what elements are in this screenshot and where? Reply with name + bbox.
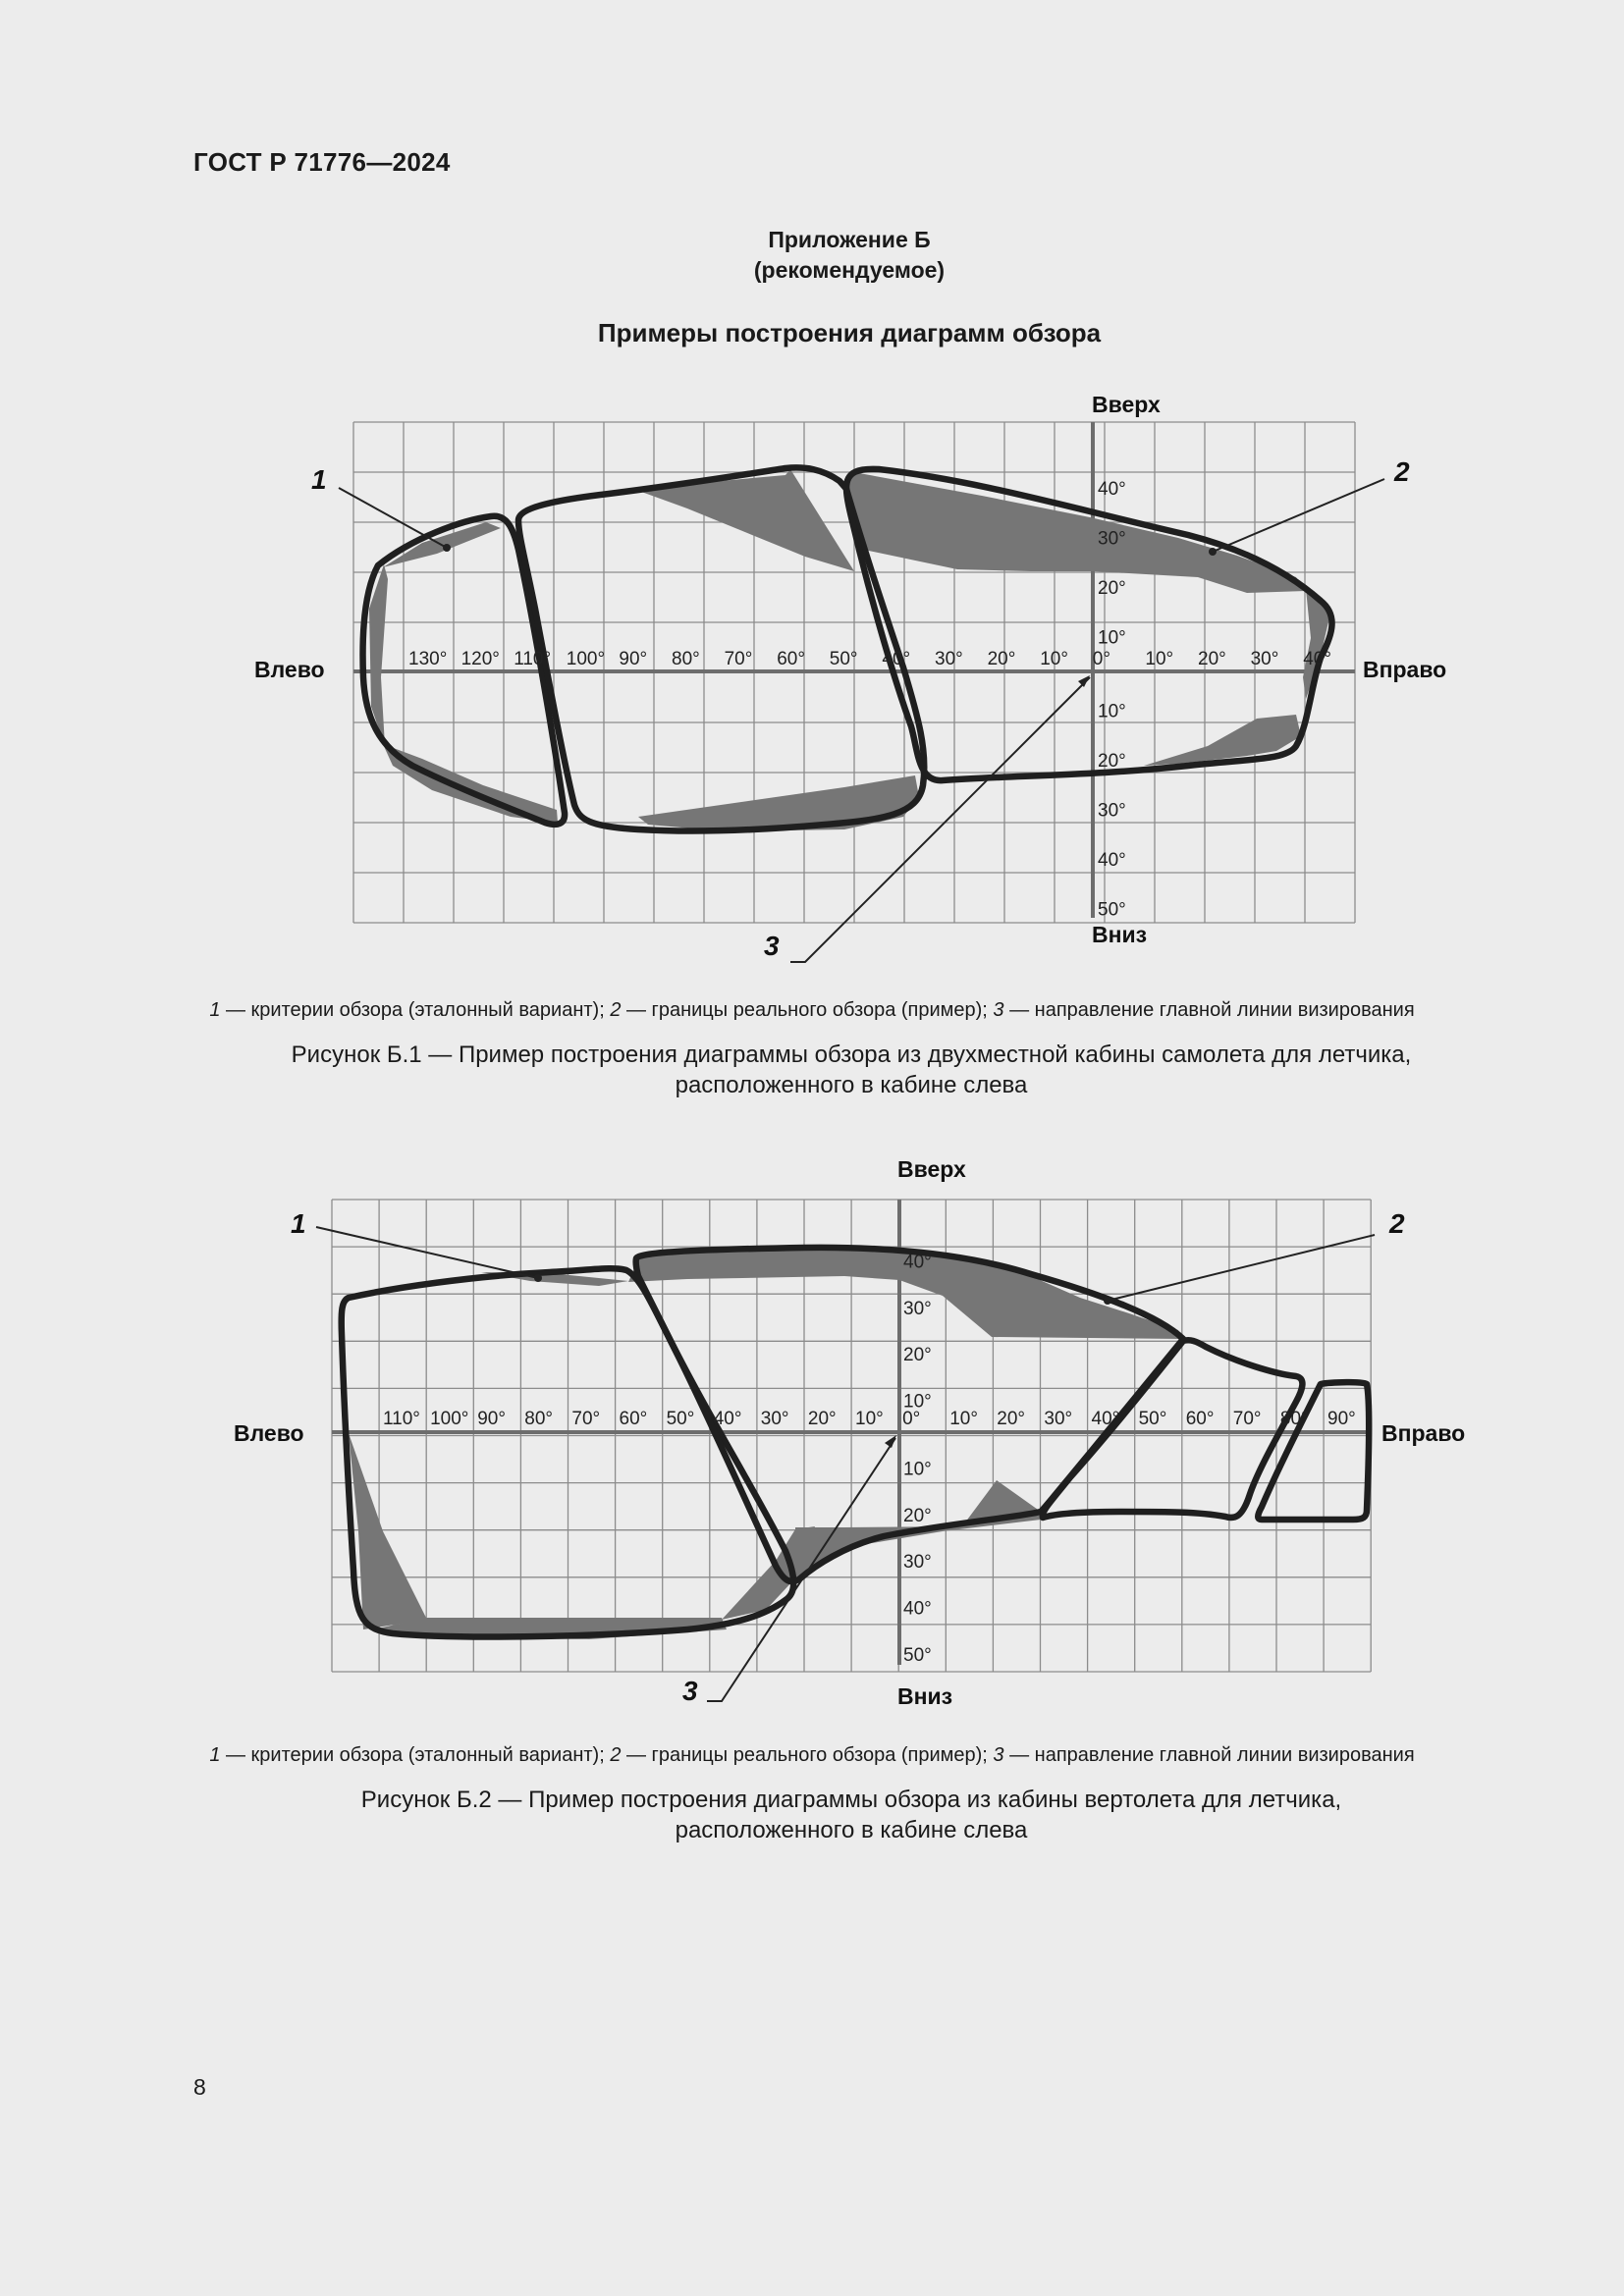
figure-1-callout-2: 2	[1394, 456, 1410, 487]
figure-2-h-tick: 60°	[619, 1409, 648, 1429]
figure-2-h-tick: 110°	[383, 1409, 420, 1429]
figure-1-label-down: Вниз	[1092, 922, 1148, 947]
figure-2-callout-3: 3	[682, 1676, 698, 1706]
figure-1-h-tick: 50°	[829, 649, 858, 669]
figure-1-h-tick: 60°	[777, 649, 805, 669]
figure-2-h-tick: 40°	[713, 1409, 742, 1429]
figure-2-callout-1: 1	[291, 1208, 306, 1239]
figure-2-v-tick-up: 10°	[903, 1391, 932, 1413]
figure-2-h-tick: 50°	[666, 1409, 695, 1429]
figure-2-leader-1	[316, 1227, 538, 1278]
figure-2-outline-right	[1043, 1340, 1303, 1518]
figure-1-h-tick: 110°	[514, 649, 552, 669]
figure-2-v-tick-down: 30°	[903, 1552, 932, 1574]
appendix-status: (рекомендуемое)	[753, 257, 946, 283]
figure-2-shade-left	[349, 1433, 427, 1629]
figure-1-v-tick-down: 30°	[1098, 800, 1126, 822]
figure-1-v-tick-up: 20°	[1098, 578, 1126, 599]
figure-1-callout-3: 3	[764, 931, 780, 961]
figure-1-v-tick-labels	[1098, 479, 1126, 921]
figure-1-h-tick: 40°	[882, 649, 911, 669]
figure-2-label-left: Влево	[234, 1420, 304, 1446]
figure-1-leader-2	[1213, 479, 1384, 552]
figure-1-diagram	[0, 373, 1624, 982]
figure-2-h-tick: 30°	[1044, 1409, 1073, 1429]
section-title: Примеры построения диаграмм обзора	[597, 318, 1102, 347]
figure-2-outlines	[342, 1248, 1370, 1637]
figure-1-shade-left-bottom	[383, 744, 558, 823]
figure-1-v-tick-down: 10°	[1098, 701, 1126, 722]
figure-2-callout-2: 2	[1389, 1208, 1405, 1239]
legend-3-number: 3	[993, 999, 1004, 1021]
figure-2-leader-2-dot	[1104, 1297, 1111, 1305]
figure-2-caption	[0, 1785, 1624, 1845]
figure-2-h-tick: 80°	[1279, 1409, 1309, 1429]
figure-2-h-tick: 60°	[1185, 1409, 1215, 1429]
figure-2-v-tick-up: 20°	[903, 1345, 932, 1366]
figure-2-v-tick-labels	[903, 1252, 932, 1666]
figure-2-h-tick: 50°	[1138, 1409, 1167, 1429]
figure-1-leader-1-dot	[443, 544, 451, 552]
figure-1-caption-line-1: Рисунок Б.1 — Пример построения диаграммы обзора из двухместной кабины самолета для летчика,	[291, 1041, 1412, 1068]
figure-2-h-tick: 90°	[477, 1409, 506, 1429]
figure-2-h-tick: 70°	[1232, 1409, 1262, 1429]
figure-2-h-tick: 20°	[807, 1409, 837, 1429]
figure-1-h-tick: 30°	[1250, 649, 1279, 669]
figure-1-h-tick: 120°	[460, 649, 500, 669]
figure-1-legend	[0, 999, 1624, 1022]
figure-2-h-tick: 0°	[902, 1409, 921, 1429]
legend-1-text: — критерии обзора (эталонный вариант);	[220, 999, 611, 1021]
figure-1-v-tick-up: 10°	[1098, 627, 1126, 649]
legend-3-number: 3	[993, 1744, 1004, 1766]
figure-2-v-tick-down: 50°	[903, 1645, 932, 1666]
figure-2-h-tick: 100°	[430, 1409, 469, 1429]
legend-3-text: — направление главной линии визирования	[1003, 999, 1415, 1021]
figure-2-h-tick: 80°	[524, 1409, 554, 1429]
figure-1-h-tick-labels	[408, 649, 1331, 669]
figure-1-v-tick-up: 30°	[1098, 528, 1126, 550]
figure-2-label-down: Вниз	[897, 1683, 953, 1709]
figure-1-v-tick-down: 20°	[1098, 751, 1126, 772]
figure-1-callout-1: 1	[311, 464, 327, 495]
figure-2-caption-line-2: расположенного в кабине слева	[675, 1817, 1028, 1843]
figure-1-h-tick: 20°	[1198, 649, 1226, 669]
legend-2-text: — границы реального обзора (пример);	[621, 1744, 994, 1766]
figure-1-h-tick: 30°	[935, 649, 963, 669]
figure-1-h-tick: 10°	[1145, 649, 1174, 669]
page-number: 8	[193, 2074, 206, 2100]
appendix-title: Приложение Б	[768, 227, 931, 252]
figure-1-caption-line-2: расположенного в кабине слева	[675, 1072, 1028, 1098]
figure-2-v-tick-down: 20°	[903, 1505, 932, 1526]
figure-1-h-tick: 0°	[1092, 649, 1110, 669]
figure-2-diagram	[0, 1139, 1624, 1728]
figure-1-label-left: Влево	[254, 657, 325, 682]
figure-1-h-tick: 20°	[987, 649, 1016, 669]
figure-1-arrowhead-3	[1078, 675, 1090, 687]
figure-2-caption-line-1: Рисунок Б.2 — Пример построения диаграммы обзора из кабины вертолета для летчика,	[360, 1787, 1342, 1813]
figure-1-v-tick-up: 40°	[1098, 479, 1126, 500]
figure-1-leader-1	[339, 488, 447, 548]
figure-1-label-up: Вверх	[1092, 392, 1161, 417]
figure-1-v-tick-down: 40°	[1098, 850, 1126, 871]
legend-1-number: 1	[209, 1744, 221, 1766]
figure-2-arrowhead-3	[885, 1435, 896, 1448]
figure-1-h-tick: 40°	[1303, 649, 1331, 669]
figure-2-h-tick: 90°	[1327, 1409, 1356, 1429]
figure-2-h-tick: 10°	[949, 1409, 978, 1429]
figure-2-h-tick: 30°	[760, 1409, 789, 1429]
document-header: ГОСТ Р 71776—2024	[193, 147, 451, 177]
figure-2-v-tick-up: 30°	[903, 1298, 932, 1319]
legend-2-number: 2	[610, 999, 622, 1021]
figure-2-leader-1-dot	[534, 1274, 542, 1282]
figure-2-leader-2	[1108, 1235, 1375, 1301]
figure-1-h-tick: 90°	[619, 649, 648, 669]
figure-1-leader-2-dot	[1209, 548, 1217, 556]
figure-1-shade-top-right	[844, 473, 1306, 593]
figure-2-label-up: Вверх	[897, 1156, 966, 1182]
figure-2-outline-far-right	[1258, 1382, 1369, 1520]
legend-1-number: 1	[209, 999, 221, 1021]
legend-1-text: — критерии обзора (эталонный вариант);	[220, 1744, 611, 1766]
appendix-heading	[0, 225, 1624, 286]
figure-1-v-tick-down: 50°	[1098, 899, 1126, 921]
figure-2-h-tick: 40°	[1091, 1409, 1120, 1429]
figure-2-h-tick: 70°	[571, 1409, 601, 1429]
figure-2-h-tick: 20°	[997, 1409, 1026, 1429]
legend-3-text: — направление главной линии визирования	[1003, 1744, 1415, 1766]
figure-1-label-right: Вправо	[1363, 657, 1447, 682]
figure-1-caption	[0, 1040, 1624, 1100]
figure-1-h-tick: 10°	[1040, 649, 1068, 669]
figure-1-h-tick: 100°	[566, 649, 606, 669]
figure-2-h-tick: 10°	[855, 1409, 884, 1429]
figure-1-h-tick: 70°	[724, 649, 753, 669]
figure-2-v-tick-down: 10°	[903, 1459, 932, 1480]
figure-2-label-right: Вправо	[1381, 1420, 1466, 1446]
legend-2-text: — границы реального обзора (пример);	[621, 999, 994, 1021]
figure-2-h-tick-labels	[383, 1409, 1356, 1429]
legend-2-number: 2	[610, 1744, 622, 1766]
figure-2-legend	[0, 1744, 1624, 1767]
figure-1-h-tick: 80°	[672, 649, 700, 669]
figure-2-v-tick-up: 40°	[903, 1252, 932, 1273]
figure-1-h-tick: 130°	[408, 649, 448, 669]
figure-2-v-tick-down: 40°	[903, 1598, 932, 1620]
